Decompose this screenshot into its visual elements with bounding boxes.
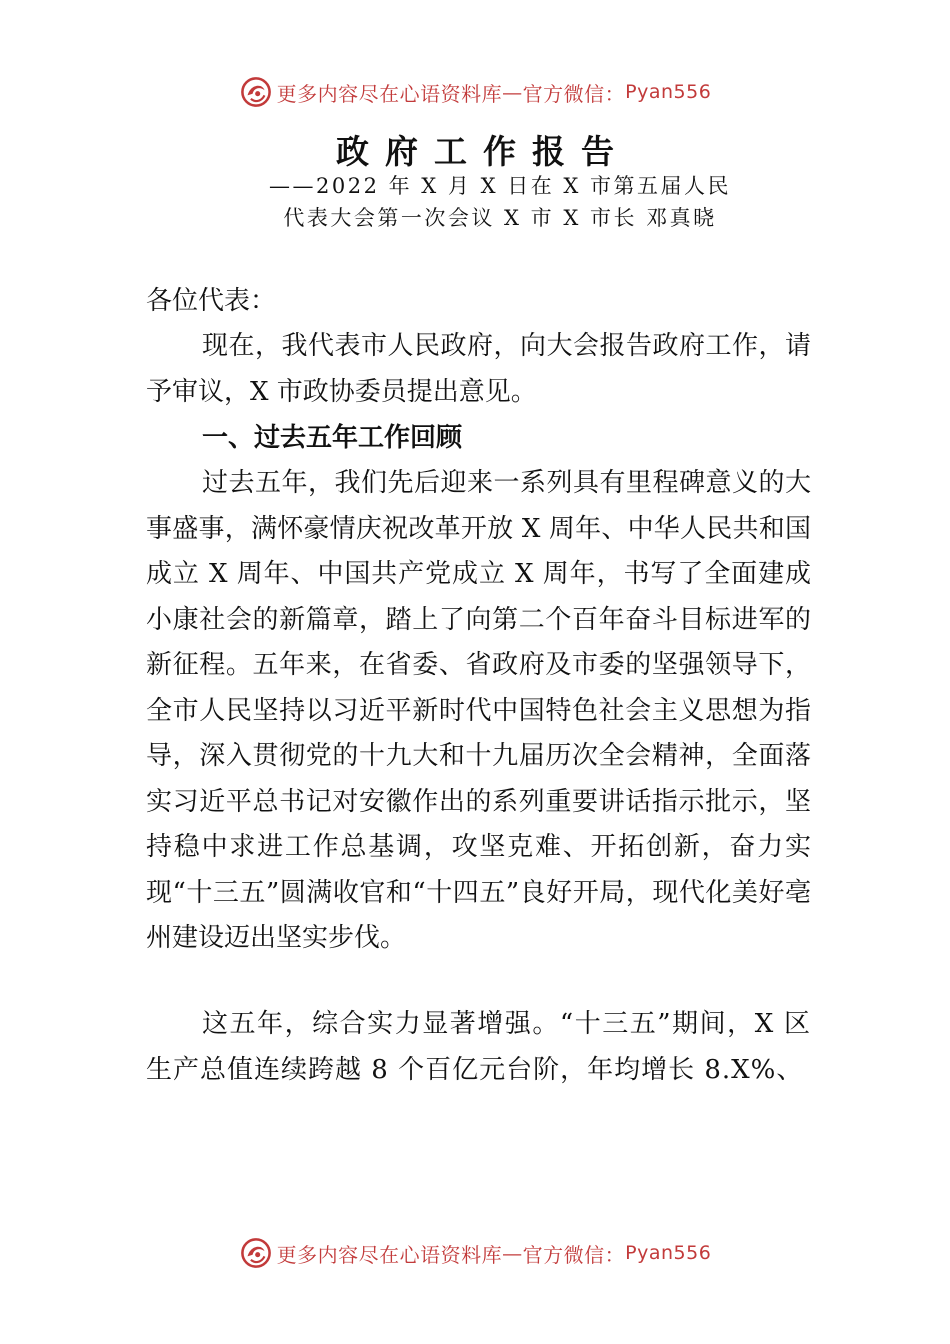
watermark-wechat-id: Pyan556 <box>625 81 712 103</box>
section-heading: 一、过去五年工作回顾 <box>202 423 463 453</box>
document-title: 政府工作报告 <box>336 132 630 171</box>
footer-watermark <box>0 1233 950 1273</box>
greeting: 各位代表： <box>146 286 277 316</box>
watermark-label: 官方微信： <box>522 1242 626 1267</box>
red-swirl-logo-icon <box>239 75 273 109</box>
watermark-text: 更多内容尽在心语资料库 <box>276 1242 503 1267</box>
red-swirl-logo-icon <box>239 1236 273 1270</box>
header-watermark <box>0 72 950 112</box>
watermark-wechat-id: Pyan556 <box>625 1242 712 1264</box>
watermark-separator: — <box>502 80 523 104</box>
paragraph-strength: 这五年，综合实力显著增强。“十三五”期间，X 区生产总值连续跨越 8 个百亿元台阶，年均增长 8.X%、 <box>146 1009 811 1085</box>
document-subtitle-line1: ——2022 年 X 月 X 日在 X 市第五届人民 <box>268 174 732 198</box>
watermark-label: 官方微信： <box>522 81 626 106</box>
paragraph-intro: 现在，我代表市人民政府，向大会报告政府工作，请予审议，X 市政协委员提出意见。 <box>146 331 811 407</box>
paragraph-review: 过去五年，我们先后迎来一系列具有里程碑意义的大事盛事，满怀豪情庆祝改革开放 X 周年、中华人民共和国成立 X 周年、中国共产党成立 X 周年，书写了全面建成小康社会的新篇章，踏上了向第二个百年奋斗目标进军的新征程。五年来，在省委、省政府及市委的坚强领导下，全市人民坚持以习近平新时代中国特色社会主义思想为指导，深入贯彻党的十九大和十九届历次全会精神，全面落实习近平总书记对安徽作出的系列重要讲话指示批示，坚持稳中求进工作总基调，攻坚克难、开拓创新，奋力实现“十三五”圆满收官和“十四五”良好开局，现代化美好亳州建设迈出坚实步伐。 <box>146 468 811 953</box>
watermark-separator: — <box>502 1241 523 1265</box>
watermark-text: 更多内容尽在心语资料库 <box>276 81 503 106</box>
document-subtitle-line2: 代表大会第一次会议 X 市 X 市长 邓真晓 <box>283 206 717 230</box>
